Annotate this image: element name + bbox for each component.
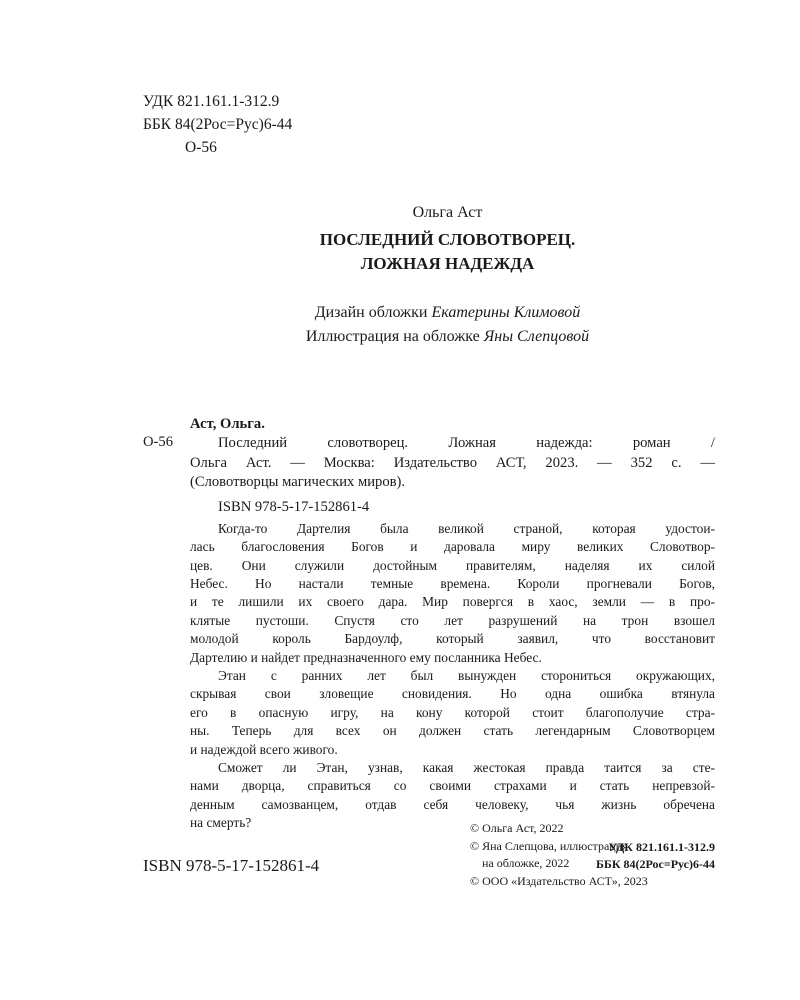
copyright-block <box>470 820 648 890</box>
annotation-line: скрывая свои зловещие сновидения. Но одна ошибка втянула <box>190 686 715 702</box>
annotation-line: цев. Они служили достойным правителям, наделяя их силой <box>190 557 715 573</box>
annotation-line: его в опасную игру, на кону которой стоит благополучие стра- <box>190 704 715 720</box>
bib-line: (Словотворцы магических миров). <box>190 474 406 491</box>
annotation-line: ны. Теперь для всех он должен стать легендарным Словотворцем <box>190 723 715 739</box>
title-line: ПОСЛЕДНИЙ СЛОВОТВОРЕЦ. <box>319 230 576 249</box>
entry-author-mark: О-56 <box>143 434 173 450</box>
annotation-line: нами дворца, справиться со своими страхами и стать непревзой- <box>190 778 715 794</box>
isbn-bottom: ISBN 978-5-17-152861-4 <box>143 856 320 875</box>
credit-role: Дизайн обложки <box>314 304 432 321</box>
annotation-line: лась благословения Богов и даровала миру великих Словотвор- <box>190 539 715 555</box>
credit-name: Яны Слепцовой <box>483 328 590 345</box>
cover-design-credit <box>180 301 715 325</box>
annotation-line: и те лишили их своего дара. Мир повергся в хаос, земли — в про- <box>190 594 715 610</box>
credit-name: Екатерины Климовой <box>431 304 581 321</box>
annotation-line: Этан с ранних лет был вынужден сторониться окружающих, <box>218 668 715 684</box>
copyright-line: © Ольга Аст, 2022 <box>470 821 564 835</box>
author-mark: О-56 <box>185 139 217 156</box>
illustration-credit <box>180 325 715 349</box>
book-title <box>180 228 715 276</box>
copyright-line: © Яна Слепцова, иллюстрация <box>470 838 628 853</box>
annotation-line: и надеждой всего живого. <box>190 741 338 757</box>
credit-role: Иллюстрация на обложке <box>305 328 484 345</box>
title-line: ЛОЖНАЯ НАДЕЖДА <box>360 254 535 273</box>
annotation-line: Небес. Но настали темные времена. Короли прогневали Богов, <box>190 576 715 591</box>
annotation-line: на смерть? <box>190 815 252 831</box>
entry-isbn: ISBN 978-5-17-152861-4 <box>218 498 370 515</box>
annotation-line: Когда-то Дартелия была великой страной, которая удостои- <box>218 520 715 536</box>
bbk-code: ББК 84(2Рос=Рус)6-44 <box>143 116 293 133</box>
bib-line: Последний словотворец. Ложная надежда: роман / <box>218 435 715 451</box>
copyright-line: на обложке, 2022 <box>482 856 570 870</box>
annotation-line: молодой король Бардоулф, который заявил, что восстановит <box>190 631 715 647</box>
udk-code: УДК 821.161.1-312.9 <box>143 93 280 110</box>
catalog-entry <box>190 414 715 873</box>
copyright-line: © ООО «Издательство АСТ», 2023 <box>470 873 648 888</box>
entry-heading: Аст, Ольга. <box>190 416 265 432</box>
annotation-line: клятые пустоши. Спустя сто лет разрушений на трон взошел <box>190 612 715 628</box>
author-name: Ольга Аст <box>412 204 483 221</box>
credits <box>180 301 715 349</box>
annotation-paragraph <box>190 520 715 667</box>
annotation <box>190 520 715 833</box>
annotation-line: денным самозванцем, отдав себя человеку, чья жизнь обречена <box>190 796 715 812</box>
annotation-line: Дартелию и найдет предназначенного ему посланника Небес. <box>190 649 542 665</box>
annotation-paragraph <box>190 667 715 759</box>
bib-line: Ольга Аст. — Москва: Издательство АСТ, 2023. — 352 с. — <box>190 454 715 471</box>
bbk-code: ББК 84(2Рос=Рус)6-44 <box>595 856 715 871</box>
bibliographic-description <box>190 434 715 493</box>
annotation-line: Сможет ли Этан, узнав, какая жестокая правда таится за сте- <box>218 760 715 776</box>
classification-codes <box>143 90 292 159</box>
udk-code: УДК 821.161.1-312.9 <box>608 839 715 854</box>
